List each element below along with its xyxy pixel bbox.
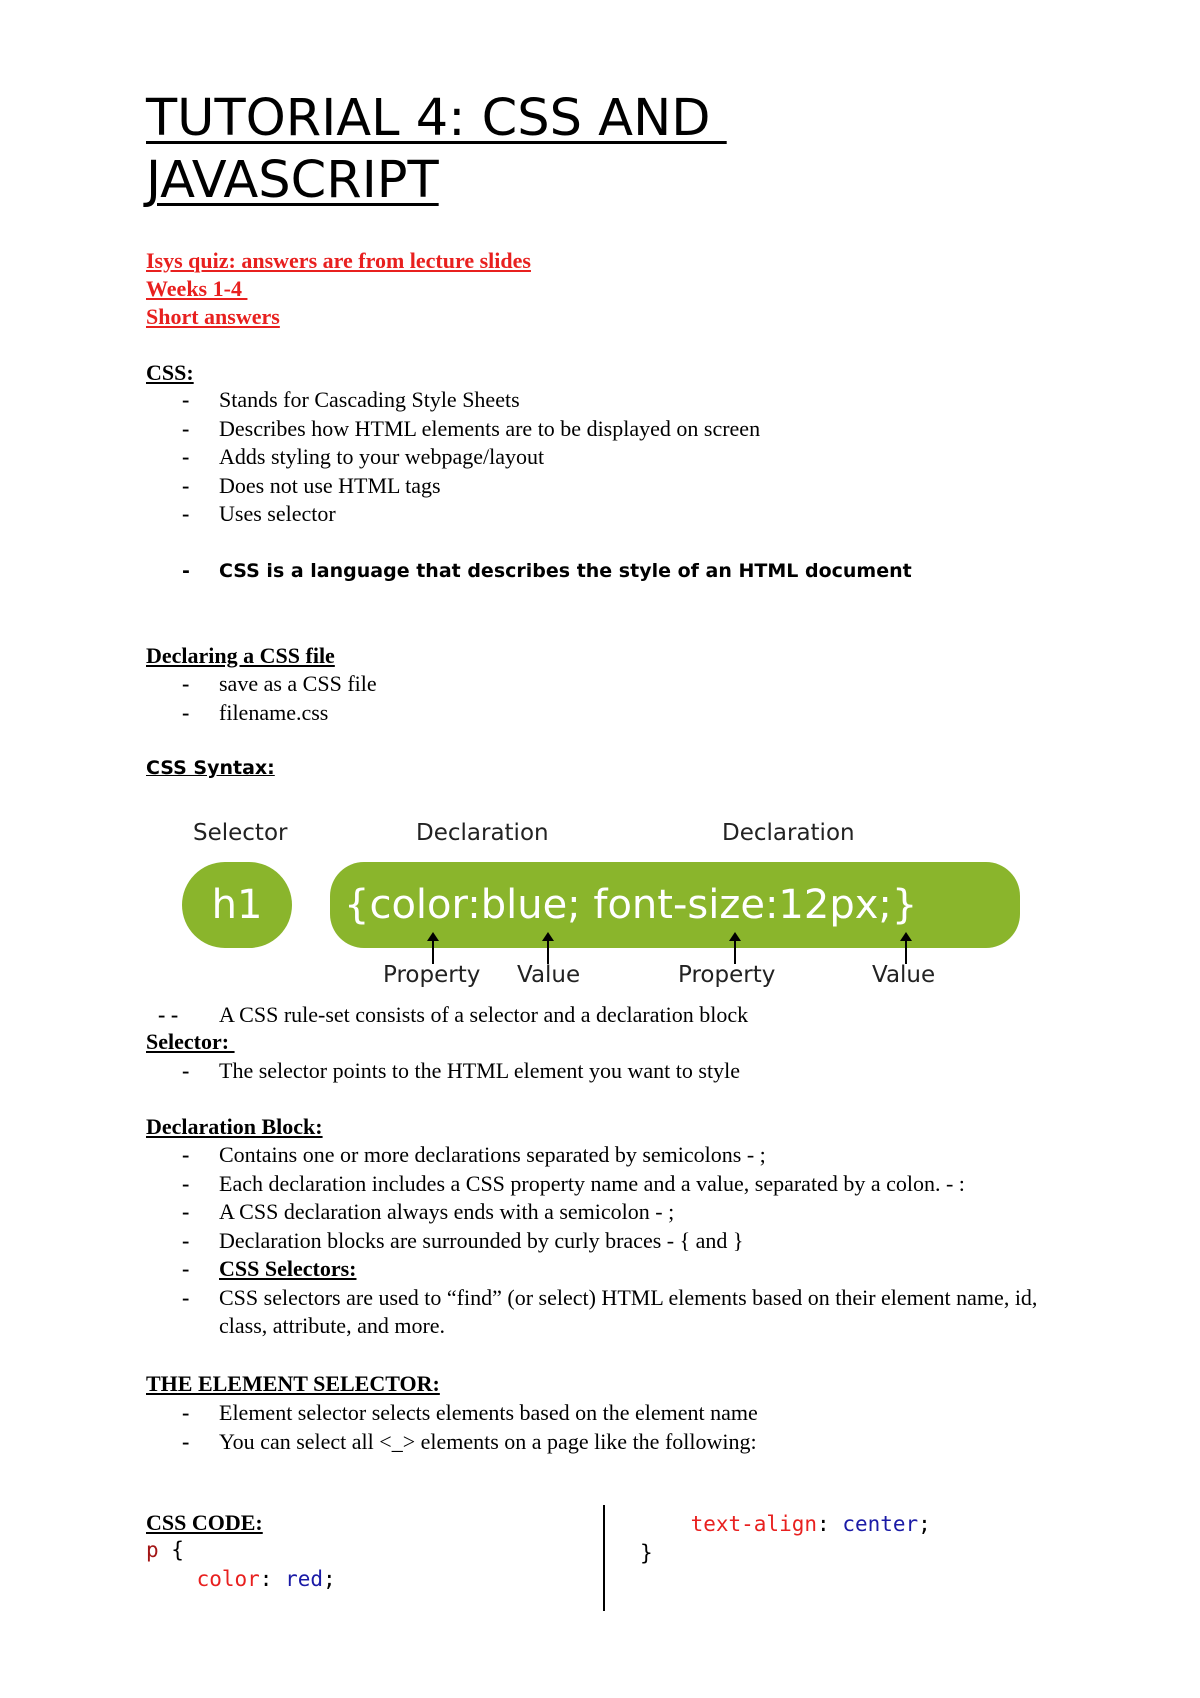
- value-label-2: Value: [872, 962, 936, 988]
- list-item: - Declaration blocks are surrounded by curly braces - { and }: [146, 1227, 1039, 1256]
- list-item: - Adds styling to your webpage/layout: [146, 443, 760, 472]
- code-line-selector: p {: [146, 1538, 184, 1562]
- ruleset-note: - - A CSS rule-set consists of a selector and a declaration block: [146, 1001, 748, 1030]
- dash-marker: -: [182, 415, 190, 441]
- column-divider: [603, 1505, 605, 1611]
- dash-marker: -: [182, 699, 190, 725]
- selector-heading: Selector:: [146, 1029, 235, 1054]
- dash-marker: -: [182, 1428, 190, 1454]
- declaration-block-heading: Declaration Block:: [146, 1114, 323, 1139]
- property-label-2: Property: [678, 962, 776, 988]
- dash-marker: -: [182, 387, 190, 412]
- css-bullet-list: [146, 386, 760, 529]
- arrow-up-icon: [547, 934, 549, 964]
- list-item: - A CSS declaration always ends with a semicolon - ;: [146, 1198, 1039, 1227]
- dash-marker: -: [182, 501, 190, 526]
- dash-marker: -: [182, 1058, 190, 1083]
- element-selector-heading: THE ELEMENT SELECTOR:: [146, 1371, 440, 1396]
- title-line-1: TUTORIAL 4: CSS AND: [146, 89, 727, 148]
- code-line-close-brace: }: [640, 1540, 653, 1565]
- css-heading: CSS:: [146, 360, 194, 385]
- declaration-label-2: Declaration: [722, 820, 855, 846]
- declaring-bullet-list: [146, 670, 377, 727]
- code-heading: CSS CODE:: [146, 1510, 263, 1535]
- arrow-up-icon: [905, 934, 907, 964]
- selector-pill: h1: [182, 862, 292, 948]
- dash-marker: -: [182, 1400, 190, 1425]
- note-quiz: Isys quiz: answers are from lecture slides: [146, 248, 531, 273]
- arrow-up-icon: [734, 934, 736, 964]
- element-selector-list: [146, 1399, 758, 1456]
- list-item: - Uses selector: [146, 500, 760, 529]
- dash-marker: -: [182, 1284, 190, 1310]
- css-syntax-diagram: [170, 810, 1050, 1000]
- dash-marker: -: [182, 444, 190, 469]
- note-weeks: Weeks 1-4: [146, 276, 248, 301]
- dash-marker: -: [182, 1227, 190, 1253]
- property-label-1: Property: [383, 962, 481, 988]
- css-selectors-subheading: - CSS Selectors:: [146, 1255, 1039, 1284]
- list-item: - Does not use HTML tags: [146, 472, 760, 501]
- dash-marker: -: [182, 1199, 190, 1224]
- css-definition: - CSS is a language that describes the style of an HTML document: [146, 557, 912, 586]
- list-item: - Element selector selects elements based on the element name: [146, 1399, 758, 1428]
- code-line-color: color: red;: [196, 1566, 336, 1591]
- ruleset-note-list: [146, 1001, 748, 1030]
- selector-bullet-list: [146, 1057, 740, 1086]
- note-short-answers: Short answers: [146, 304, 280, 329]
- dash-marker: -: [182, 1170, 190, 1196]
- css-definition-list: [146, 557, 912, 586]
- list-item: - The selector points to the HTML element you want to style: [146, 1057, 740, 1086]
- list-item: - filename.css: [146, 699, 377, 728]
- page-title: [146, 88, 727, 212]
- title-line-2: JAVASCRIPT: [146, 151, 439, 210]
- list-item: - save as a CSS file: [146, 670, 377, 699]
- dash-marker: -: [182, 560, 190, 582]
- declaration-label-1: Declaration: [416, 820, 549, 846]
- list-item: - Stands for Cascading Style Sheets: [146, 386, 760, 415]
- list-item: - Each declaration includes a CSS property name and a value, separated by a colon. - :: [146, 1170, 1039, 1199]
- list-item: - Contains one or more declarations separated by semicolons - ;: [146, 1141, 1039, 1170]
- code-block-left: [146, 1510, 336, 1593]
- value-label-1: Value: [517, 962, 581, 988]
- list-item: - Describes how HTML elements are to be displayed on screen: [146, 415, 760, 444]
- list-item: - CSS selectors are used to “find” (or select) HTML elements based on their element name, id, class, attribute, and more.: [182, 1284, 1038, 1338]
- declaration-block-list: [146, 1141, 1039, 1341]
- dash-marker: -: [182, 671, 190, 696]
- arrow-up-icon: [432, 934, 434, 964]
- dash-marker: -: [182, 1256, 190, 1281]
- declaration-pill: {color:blue; font-size:12px;}: [330, 862, 1020, 948]
- selector-label: Selector: [193, 820, 288, 846]
- syntax-heading: CSS Syntax:: [146, 757, 275, 779]
- declaring-heading: Declaring a CSS file: [146, 643, 335, 668]
- code-line-text-align: text-align: center;: [690, 1512, 931, 1536]
- dash-marker: -: [182, 472, 190, 498]
- dash-marker: - -: [158, 1002, 179, 1027]
- list-item: - You can select all <_> elements on a page like the following:: [146, 1428, 758, 1457]
- dash-marker: -: [182, 1142, 190, 1167]
- code-block-right: [640, 1510, 931, 1567]
